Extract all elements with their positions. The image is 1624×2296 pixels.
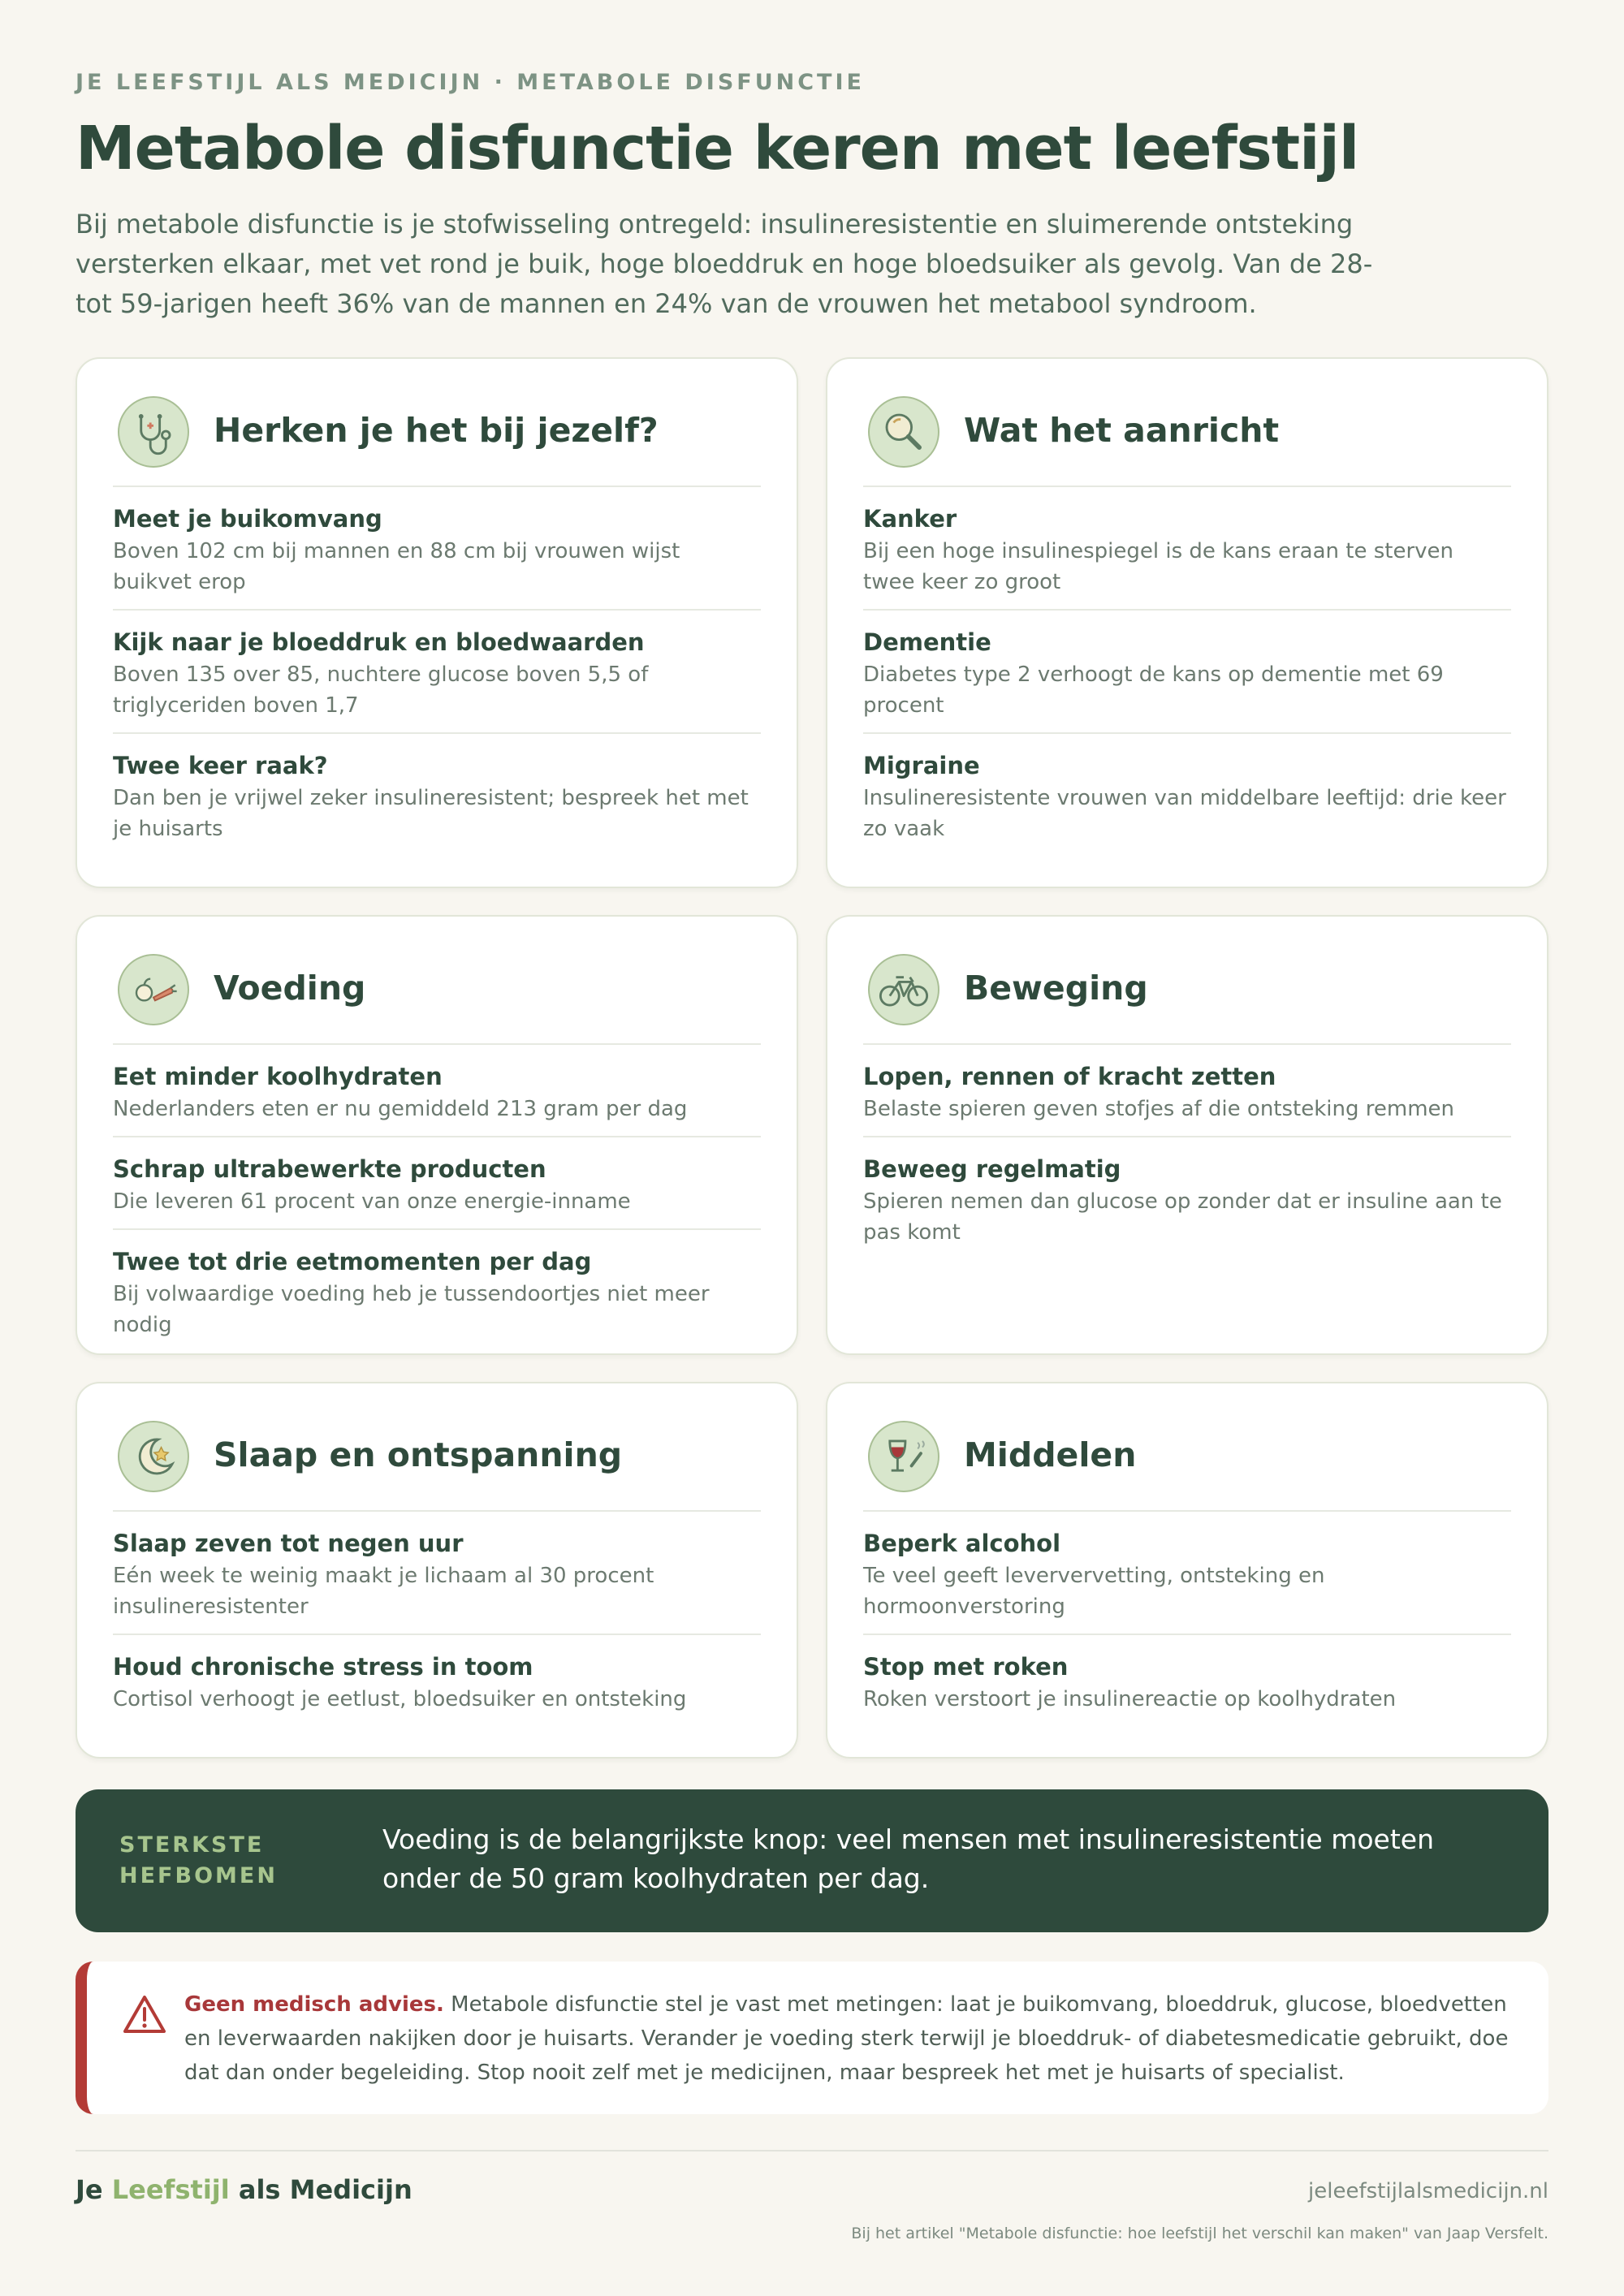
item-desc: Spieren nemen dan glucose op zonder dat er insuline aan te pas komt [863, 1189, 1502, 1245]
card-items [113, 1510, 761, 1726]
list-item [113, 486, 761, 609]
article-credit: Bij het artikel "Metabole disfunctie: hoe leefstijl het verschil kan maken" van Jaap Versfelt. [851, 2225, 1548, 2242]
website-link[interactable]: jeleefstijlalsmedicijn.nl [1308, 2179, 1548, 2203]
item-title: Beperk alcohol [863, 1530, 1061, 1557]
item-title: Dementie [863, 628, 991, 656]
item-title: Twee tot drie eetmomenten per dag [113, 1248, 592, 1275]
item-desc: Insulineresistente vrouwen van middelbare leeftijd: drie keer zo vaak [863, 786, 1506, 841]
card-title: Voeding [214, 969, 366, 1008]
eyebrow: JE LEEFSTIJL ALS MEDICIJN · METABOLE DISFUNCTIE [76, 70, 865, 95]
wine-cigarette-icon [868, 1421, 939, 1492]
item-desc: Boven 102 cm bij mannen en 88 cm bij vrouwen wijst buikvet erop [113, 539, 680, 594]
item-desc: Te veel geeft leververvetting, ontsteking en hormoonverstoring [863, 1564, 1325, 1619]
item-desc: Bij een hoge insulinespiegel is de kans eraan te sterven twee keer zo groot [863, 539, 1453, 594]
card-items [113, 486, 761, 856]
item-desc: Cortisol verhoogt je eetlust, bloedsuiker en ontsteking [113, 1687, 687, 1711]
list-item [863, 609, 1511, 732]
card-header [868, 1421, 1511, 1494]
magnifier-icon [868, 396, 939, 468]
card-header [118, 396, 761, 469]
warning-icon [123, 1994, 166, 2035]
item-desc: Diabetes type 2 verhoogt de kans op dementie met 69 procent [863, 662, 1444, 718]
item-desc: Die leveren 61 procent van onze energie-inname [113, 1189, 631, 1214]
item-desc: Dan ben je vrijwel zeker insulineresistent; bespreek het met je huisarts [113, 786, 749, 841]
moon-star-icon [118, 1421, 189, 1492]
card-title: Middelen [964, 1435, 1137, 1474]
list-item [113, 1228, 761, 1352]
item-title: Eet minder koolhydraten [113, 1063, 443, 1090]
footer-divider [76, 2150, 1548, 2151]
page-title: Metabole disfunctie keren met leefstijl [76, 114, 1359, 183]
brand-pre: Je [76, 2174, 103, 2205]
list-item [113, 1634, 761, 1726]
item-desc: Bij volwaardige voeding heb je tussendoortjes niet meer nodig [113, 1282, 710, 1337]
card-title: Wat het aanricht [964, 411, 1280, 450]
vegetables-icon [118, 954, 189, 1025]
item-title: Kanker [863, 505, 957, 533]
item-title: Slaap zeven tot negen uur [113, 1530, 464, 1557]
list-item [113, 1136, 761, 1228]
brand-post: als Medicijn [238, 2174, 412, 2205]
card-sleep [76, 1382, 798, 1759]
card-impact [826, 357, 1548, 888]
item-desc: Eén week te weinig maakt je lichaam al 30 procent insulineresistenter [113, 1564, 654, 1619]
card-title: Beweging [964, 969, 1148, 1008]
list-item [113, 732, 761, 856]
brand-logo-text [76, 2174, 412, 2205]
item-title: Kijk naar je bloeddruk en bloedwaarden [113, 628, 645, 656]
disclaimer-text [184, 1987, 1532, 2090]
banner-text: Voeding is de belangrijkste knop: veel mensen met insulineresistentie moeten onder de 50 gram koolhydraten per dag. [382, 1823, 1435, 1894]
list-item [863, 732, 1511, 856]
item-desc: Roken verstoort je insulinereactie op koolhydraten [863, 1687, 1397, 1711]
brand-accent: Leefstijl [111, 2174, 230, 2205]
list-item [113, 609, 761, 732]
card-substances [826, 1382, 1548, 1759]
card-header [868, 954, 1511, 1027]
card-items [863, 1510, 1511, 1726]
item-title: Stop met roken [863, 1653, 1069, 1681]
item-title: Twee keer raak? [113, 752, 328, 779]
disclaimer-body: Metabole disfunctie stel je vast met metingen: laat je buikomvang, bloeddruk, glucose, bloedvetten en leverwaarden nakijken door je huisarts. Verander je voeding sterk terwijl je bloeddruk- of diabetesmedicatie gebruikt, doe dat dan onder begeleiding. Stop nooit zelf met je medicijnen, maar bespreek het met je huisarts of specialist. [184, 1992, 1509, 2085]
card-header [868, 396, 1511, 469]
item-title: Beweeg regelmatig [863, 1155, 1121, 1183]
item-title: Houd chronische stress in toom [113, 1653, 533, 1681]
list-item [863, 1136, 1511, 1259]
intro-text: Bij metabole disfunctie is je stofwisseling ontregeld: insulineresistentie en sluimerende ontsteking versterken elkaar, met vet rond je buik, hoge bloeddruk en hoge bloedsuiker als gevolg. Van de 28- tot 59-jarigen heeft 36% van de mannen en 24% van de vrouwen het metabool syndroom. [76, 209, 1373, 319]
list-item [863, 1634, 1511, 1726]
list-item [863, 1043, 1511, 1136]
card-items [113, 1043, 761, 1352]
disclaimer-heading: Geen medisch advies. [184, 1992, 444, 2017]
list-item [113, 1043, 761, 1136]
item-title: Meet je buikomvang [113, 505, 382, 533]
item-title: Migraine [863, 752, 980, 779]
banner-label: STERKSTE HEFBOMEN [119, 1832, 278, 1888]
card-exercise [826, 915, 1548, 1355]
card-title: Slaap en ontspanning [214, 1435, 623, 1474]
stethoscope-icon [118, 396, 189, 468]
list-item [863, 486, 1511, 609]
card-items [863, 486, 1511, 856]
list-item [863, 1510, 1511, 1634]
card-title: Herken je het bij jezelf? [214, 411, 659, 450]
card-header [118, 954, 761, 1027]
medical-disclaimer [76, 1962, 1548, 2114]
list-item [113, 1510, 761, 1634]
card-items [863, 1043, 1511, 1259]
item-title: Lopen, rennen of kracht zetten [863, 1063, 1276, 1090]
card-recognize [76, 357, 798, 888]
card-nutrition [76, 915, 798, 1355]
card-header [118, 1421, 761, 1494]
key-levers-banner [76, 1789, 1548, 1932]
item-title: Schrap ultrabewerkte producten [113, 1155, 546, 1183]
item-desc: Nederlanders eten er nu gemiddeld 213 gram per dag [113, 1097, 688, 1121]
item-desc: Belaste spieren geven stofjes af die ontsteking remmen [863, 1097, 1454, 1121]
item-desc: Boven 135 over 85, nuchtere glucose boven 5,5 of triglyceriden boven 1,7 [113, 662, 649, 718]
bicycle-icon [868, 954, 939, 1025]
